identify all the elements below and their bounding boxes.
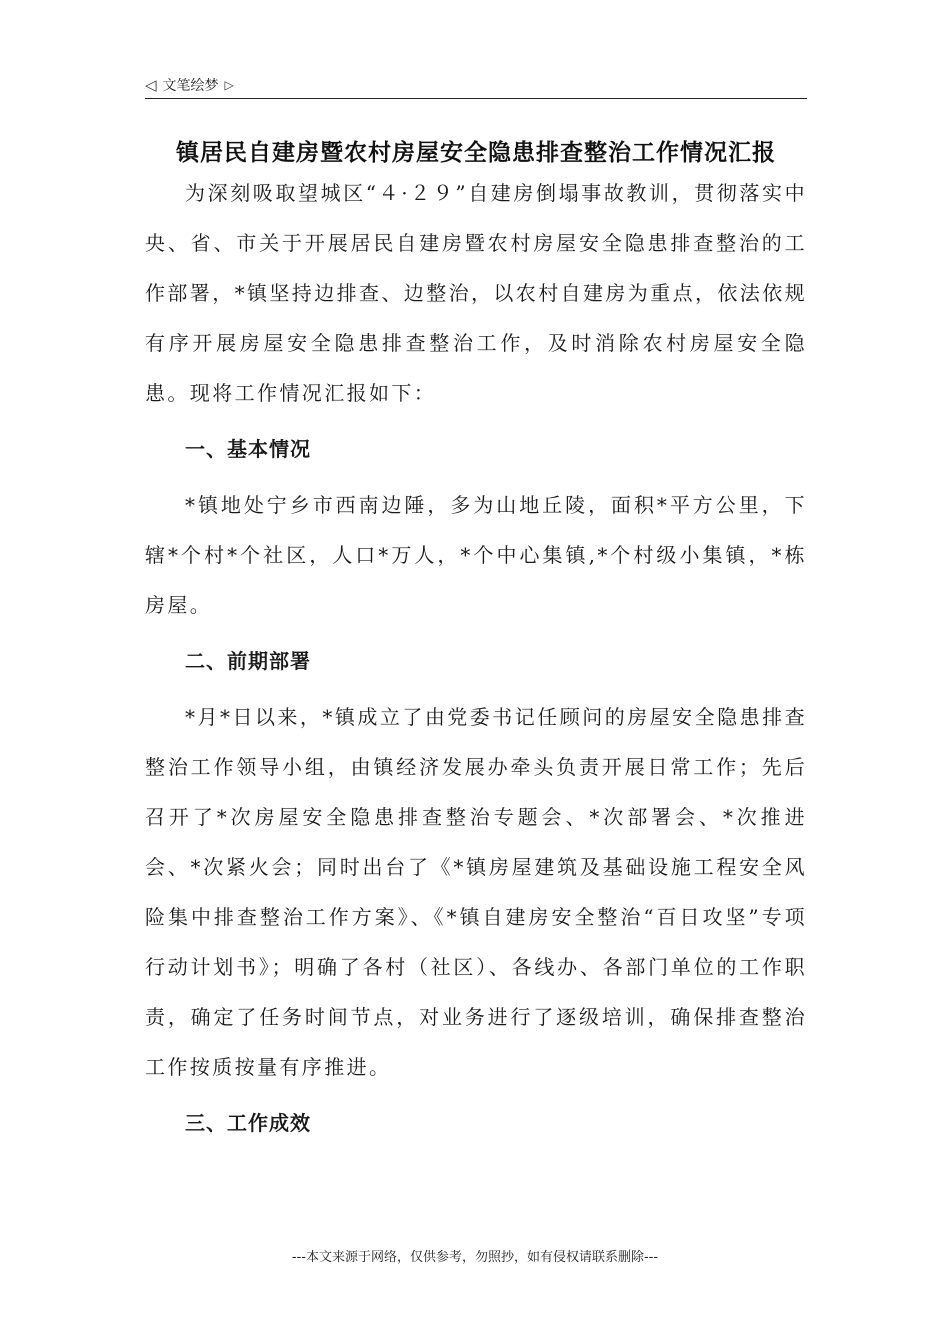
section-paragraph-basic: *镇地处宁乡市西南边陲，多为山地丘陵，面积*平方公里，下辖*个村*个社区，人口*万人，*个中心集镇,*个村级小集镇，*栋房屋。 bbox=[145, 493, 807, 617]
triangle-left-icon: ◁ bbox=[145, 76, 157, 94]
document-title: 镇居民自建房暨农村房屋安全隐患排查整治工作情况汇报 bbox=[176, 140, 776, 166]
triangle-right-icon: ▷ bbox=[224, 78, 234, 92]
intro-paragraph: 为深刻吸取望城区“４·２９”自建房倒塌事故教训，贯彻落实中央、省、市关于开展居民自建房暨农村房屋安全隐患排查整治的工作部署，*镇坚持边排查、边整治，以农村自建房为重点，依法依规有序开展房屋安全隐患排查整治工作，及时消除农村房屋安全隐患。现将工作情况汇报如下： bbox=[145, 181, 807, 405]
section-paragraph-deployment: *月*日以来，*镇成立了由党委书记任顾问的房屋安全隐患排查整治工作领导小组，由镇经济发展办牵头负责开展日常工作；先后召开了*次房屋安全隐患排查整治专题会、*次部署会、*次推进会、*次紧火会；同时出台了《*镇房屋建筑及基础设施工程安全风险集中排查整治工作方案》、《*镇自建房安全整治“百日攻坚”专项行动计划书》；明确了各村（社区）、各线办、各部门单位的工作职责，确定了任务时间节点，对业务进行了逐级培训，确保排查整治工作按质按量有序推进。 bbox=[145, 705, 807, 1079]
document-body bbox=[145, 168, 807, 1154]
section-heading-basic: 一、基本情况 bbox=[185, 437, 311, 461]
header-brand: 文笔绘梦 bbox=[162, 78, 219, 94]
section-heading-deployment: 二、前期部署 bbox=[185, 649, 311, 673]
footer-notice: ---本文来源于网络，仅供参考，勿照抄，如有侵权请联系删除--- bbox=[291, 1250, 659, 1265]
header-divider bbox=[145, 98, 807, 99]
section-heading-results: 三、工作成效 bbox=[185, 1111, 311, 1135]
page-header bbox=[145, 72, 807, 98]
